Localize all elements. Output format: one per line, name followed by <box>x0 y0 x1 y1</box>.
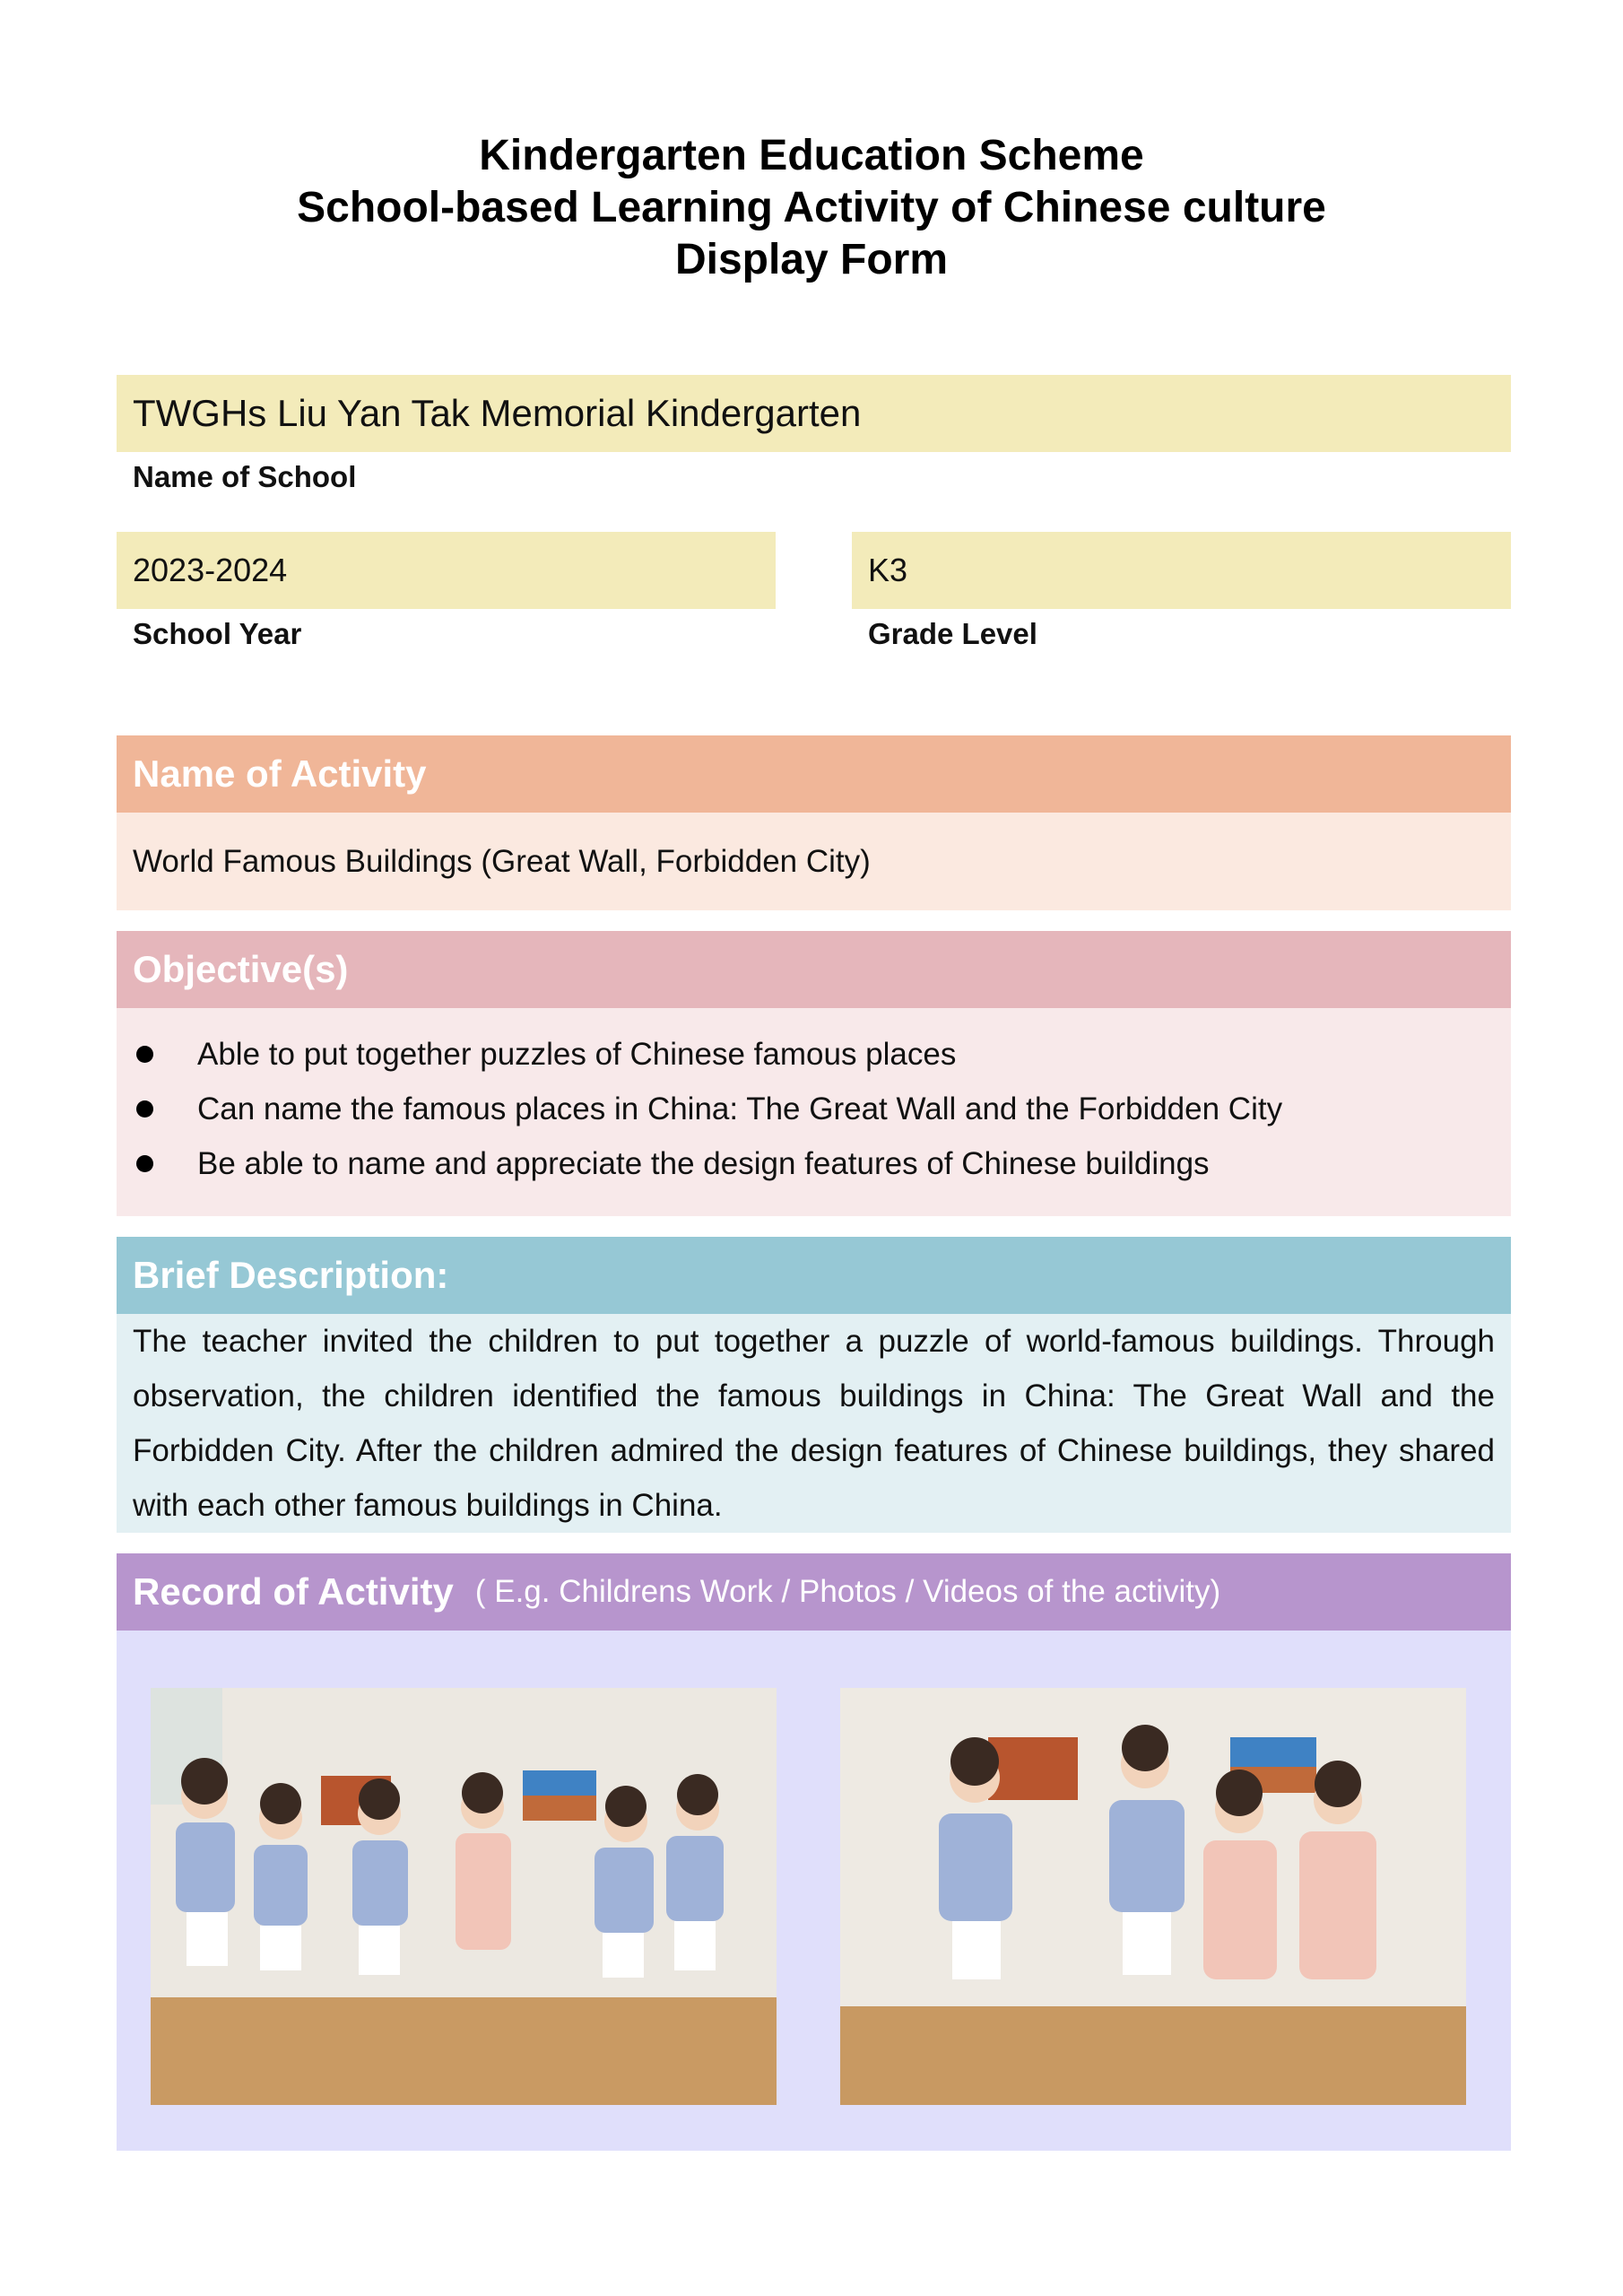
form-title <box>0 130 1623 286</box>
description-header <box>117 1237 1511 1314</box>
description-header-label: Brief Description: <box>133 1254 449 1296</box>
grade-level-caption: Grade Level <box>868 617 1037 650</box>
description-body <box>117 1314 1511 1533</box>
bullet-icon <box>136 1046 153 1063</box>
objective-item <box>117 1027 1511 1082</box>
activity-header-label: Name of Activity <box>133 752 427 795</box>
record-header-note: ( E.g. Childrens Work / Photos / Videos of the activity) <box>474 1574 1221 1609</box>
activity-body <box>117 813 1511 910</box>
grade-level-field <box>852 532 1511 609</box>
children-group-photo-1 <box>151 1688 777 2105</box>
activity-photo-2 <box>840 1688 1466 2105</box>
title-line-1: Kindergarten Education Scheme <box>479 132 1144 179</box>
school-name-field <box>117 375 1511 452</box>
activity-photo-1 <box>151 1688 777 2105</box>
description-text: The teacher invited the children to put together a puzzle of world-famous buildings. Through observation, the children identified the famous buildings in China: The Great Wall and the Forbidden City. After the children admired the design features of Chinese buildings, they shared with each other famous buildings in China. <box>133 1324 1495 1523</box>
record-header-label: Record of Activity <box>133 1570 454 1613</box>
school-name-value: TWGHs Liu Yan Tak Memorial Kindergarten <box>133 392 862 434</box>
bullet-icon <box>136 1155 153 1172</box>
objectives-header <box>117 931 1511 1008</box>
title-line-3: Display Form <box>674 236 949 283</box>
objective-item <box>117 1136 1511 1191</box>
record-header <box>117 1553 1511 1631</box>
objective-text: Be able to name and appreciate the design features of Chinese buildings <box>197 1146 1210 1181</box>
title-line-2: School-based Learning Activity of Chinese culture <box>297 184 1326 231</box>
activity-name-value: World Famous Buildings (Great Wall, Forbidden City) <box>133 843 871 879</box>
school-year-caption: School Year <box>133 617 302 650</box>
grade-level-value: K3 <box>868 552 908 588</box>
activity-header <box>117 735 1511 813</box>
school-year-value: 2023-2024 <box>133 552 288 588</box>
school-name-caption: Name of School <box>133 460 357 493</box>
objectives-list <box>117 1027 1511 1191</box>
objective-item <box>117 1082 1511 1136</box>
school-year-field <box>117 532 776 609</box>
objectives-body <box>117 1008 1511 1216</box>
objective-text: Able to put together puzzles of Chinese famous places <box>197 1037 957 1072</box>
bullet-icon <box>136 1100 153 1118</box>
children-group-photo-2 <box>840 1688 1466 2105</box>
objective-text: Can name the famous places in China: The Great Wall and the Forbidden City <box>197 1091 1283 1126</box>
objectives-header-label: Objective(s) <box>133 948 349 990</box>
